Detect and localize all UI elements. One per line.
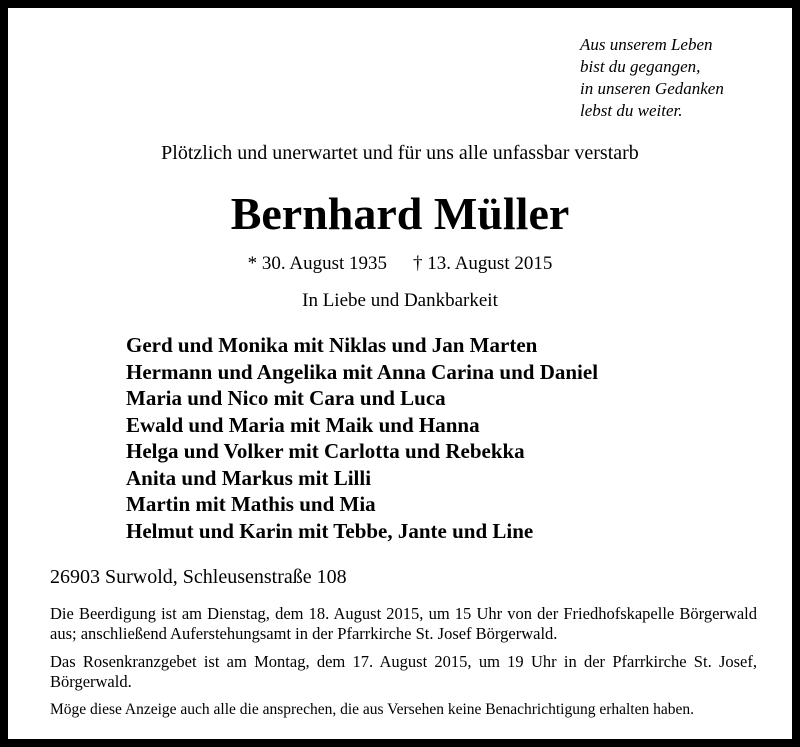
- life-dates: [8, 253, 792, 275]
- poem-line: in unseren Gedanken: [580, 79, 724, 98]
- birth-date: * 30. August 1935: [247, 253, 387, 274]
- mourner-line: Maria und Nico mit Cara und Luca: [126, 386, 446, 410]
- mourner-line: Gerd und Monika mit Niklas und Jan Marten: [126, 333, 538, 357]
- mourner-line: Helmut und Karin mit Tebbe, Jante und Line: [126, 518, 534, 543]
- mourner-line: Ewald und Maria mit Maik und Hanna: [126, 412, 480, 437]
- poem-line: bist du gegangen,: [580, 57, 701, 76]
- mourner-line: Anita und Markus mit Lilli: [126, 465, 372, 490]
- mourner-line: Hermann und Angelika mit Anna Carina und Daniel: [126, 359, 599, 384]
- dedication-line: In Liebe und Dankbarkeit: [302, 290, 498, 311]
- poem-line: Aus unserem Leben: [580, 35, 713, 54]
- closing-notice: Möge diese Anzeige auch alle die ansprechen, die aus Versehen keine Benachrichtigung erhalten haben.: [50, 701, 694, 718]
- family-address: 26903 Surwold, Schleusenstraße 108: [50, 566, 347, 588]
- deceased-name: Bernhard Müller: [230, 188, 570, 239]
- intro-text: Plötzlich und unerwartet und für uns alle unfassbar verstarb: [161, 142, 639, 164]
- rosary-notice: Das Rosenkranzgebet ist am Montag, dem 17. August 2015, um 19 Uhr in der Pfarrkirche St. Josef, Börgerwald.: [50, 652, 757, 691]
- mourner-line: Martin mit Mathis und Mia: [126, 492, 376, 516]
- death-date: † 13. August 2015: [413, 253, 553, 274]
- memorial-poem: [580, 34, 724, 122]
- mourner-line: Helga und Volker mit Carlotta und Rebekka: [126, 439, 525, 463]
- funeral-notice: Die Beerdigung ist am Dienstag, dem 18. August 2015, um 15 Uhr von der Friedhofskapelle Börgerwald aus; anschließend Auferstehungsamt in der Pfarrkirche St. Josef Börgerwald.: [50, 604, 757, 643]
- mourners-list: [126, 332, 598, 544]
- poem-line: lebst du weiter.: [580, 101, 683, 120]
